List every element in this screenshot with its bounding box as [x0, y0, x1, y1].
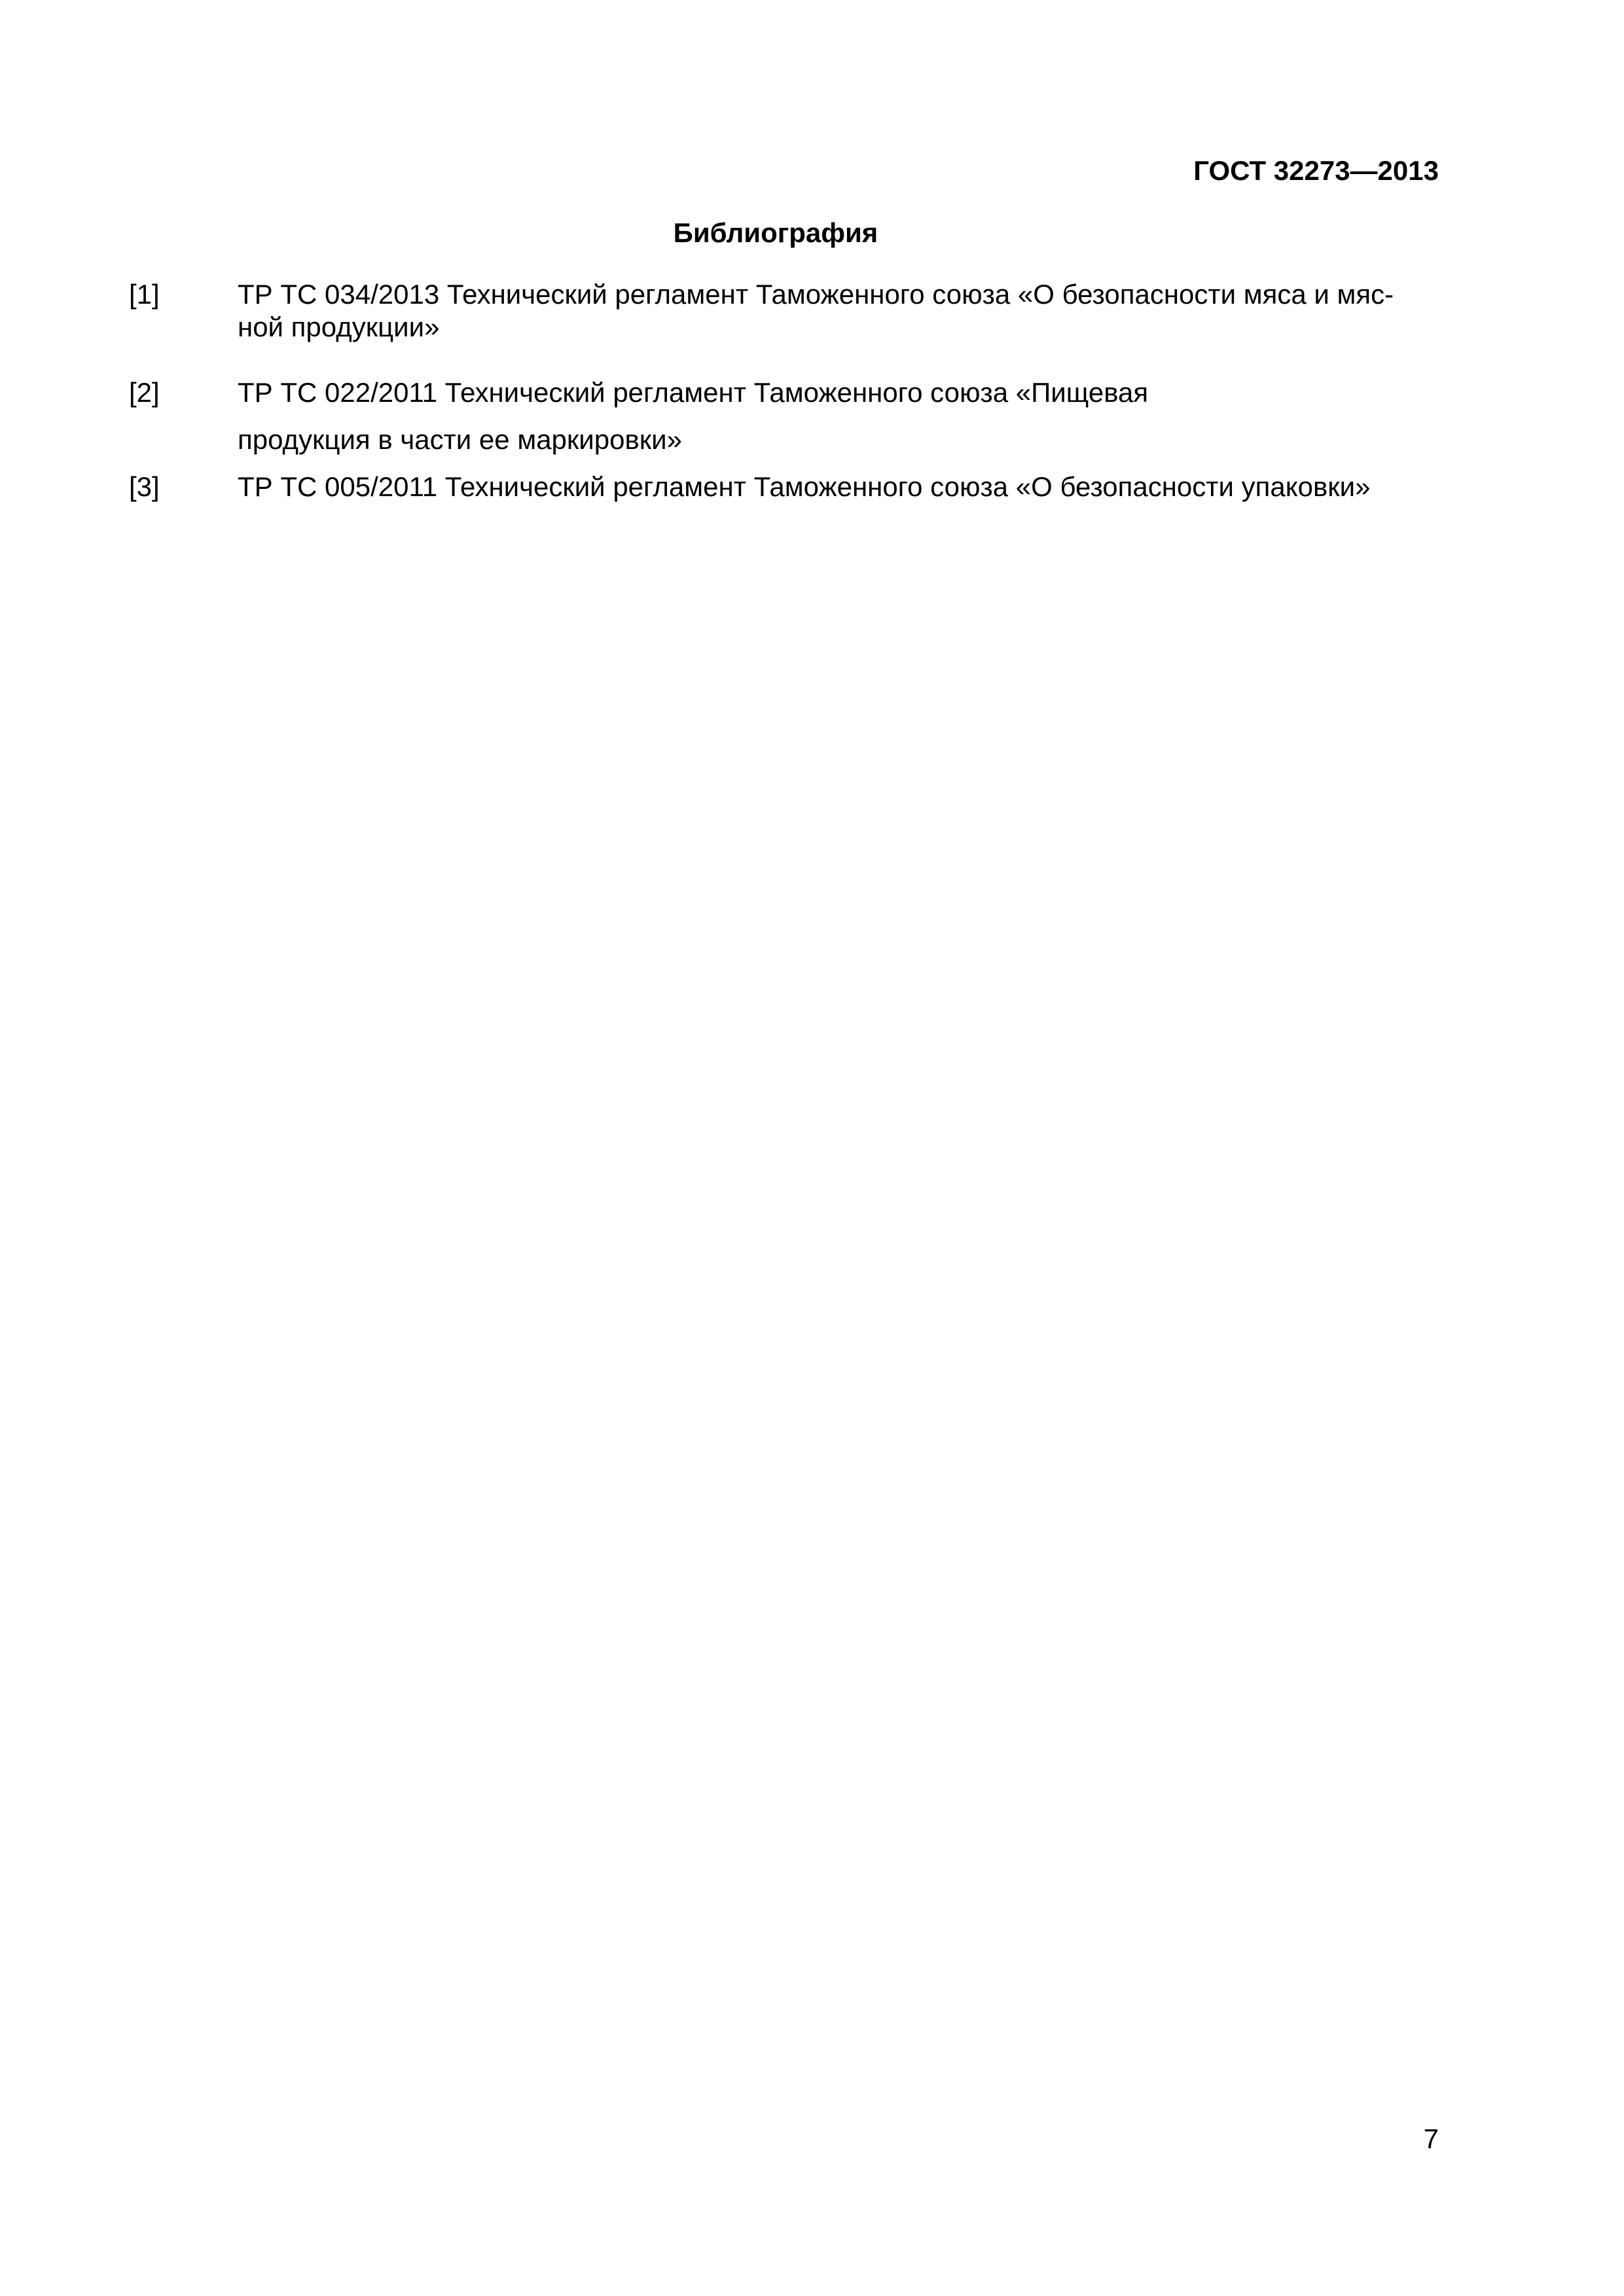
- standard-code: ГОСТ 32273—2013: [1193, 155, 1439, 186]
- bibliography-entry: [129, 278, 1438, 344]
- bibliography-entry-line: продукция в части ее маркировки»: [238, 424, 682, 455]
- page-number: 7: [1423, 2123, 1439, 2154]
- section-title: Библиография: [673, 217, 878, 248]
- bibliography-entry-line: ной продукции»: [238, 312, 440, 342]
- bibliography-entry-line: ТР ТС 034/2013 Технический регламент Таможенного союза «О безопасности мяса и мяс-: [238, 279, 1394, 310]
- bibliography-entry-text: [238, 278, 1416, 344]
- bibliography-entry-text: [238, 471, 1416, 503]
- bibliography-entry-number: [3]: [129, 471, 160, 502]
- bibliography-entry-text: [238, 376, 1416, 456]
- bibliography-list: [129, 278, 1438, 503]
- bibliography-entry-number: [2]: [129, 377, 160, 408]
- bibliography-entry-line: ТР ТС 022/2011 Технический регламент Таможенного союза «Пищевая: [238, 377, 1149, 408]
- bibliography-entry: [129, 471, 1438, 503]
- bibliography-entry-line: ТР ТС 005/2011 Технический регламент Таможенного союза «О безопасности упаковки»: [238, 471, 1371, 502]
- bibliography-entry-number: [1]: [129, 279, 160, 310]
- bibliography-entry: [129, 376, 1438, 456]
